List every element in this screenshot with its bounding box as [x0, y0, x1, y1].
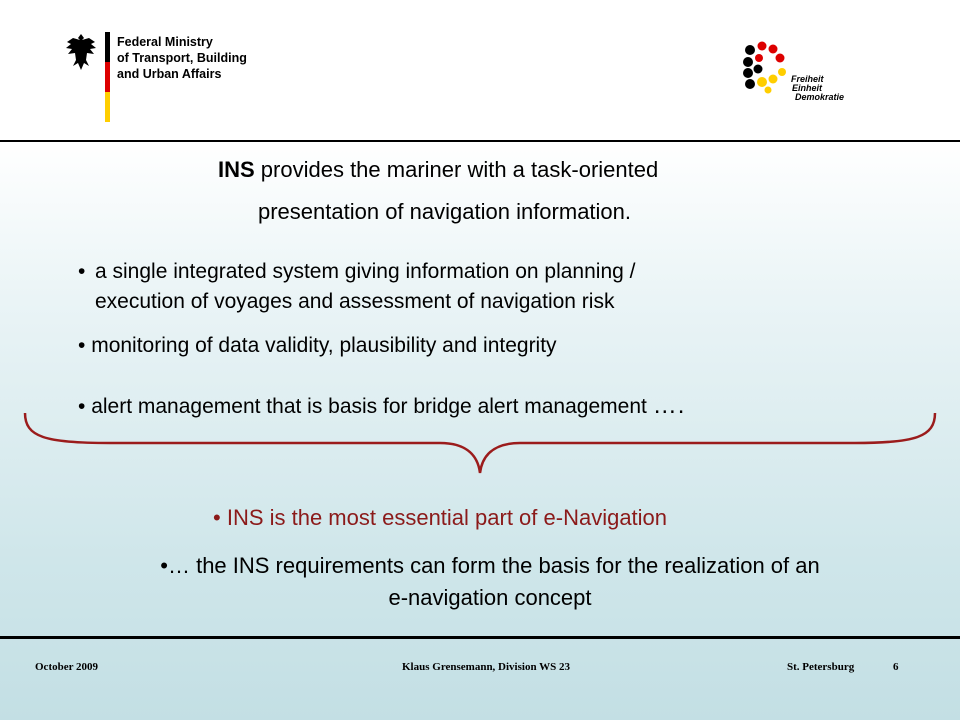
bullet-dot: • [78, 395, 86, 418]
ministry-line: and Urban Affairs [117, 67, 222, 81]
ministry-logo [35, 12, 280, 138]
ministry-line: Federal Ministry [117, 35, 213, 49]
bullet-text: a single integrated system giving information on planning / [95, 260, 636, 283]
bullet-text: alert management that is basis for bridge alert management [91, 395, 647, 418]
bullet-text: execution of voyages and assessment of navigation risk [95, 290, 615, 313]
ministry-line: of Transport, Building [117, 51, 247, 65]
bullet-dot: • [78, 260, 86, 283]
header-divider [0, 140, 960, 142]
curly-brace [0, 405, 960, 480]
anniversary-text [791, 75, 844, 102]
ministry-name [117, 34, 247, 82]
footer-date: October 2009 [35, 661, 99, 673]
key-message-text: INS is the most essential part of e-Navigation [226, 505, 668, 530]
bullet-item [78, 257, 636, 313]
closing-line: •… the INS requirements can form the basis for the realization of an [160, 553, 820, 578]
footer-place: St. Petersburg [787, 661, 855, 673]
closing-statement [80, 550, 900, 614]
intro-line-1 [218, 157, 658, 183]
intro-bold: INS [218, 157, 255, 182]
key-message: • INS is the most essential part of e-Navigation [213, 505, 668, 530]
bullet-text: monitoring of data validity, plausibility and integrity [91, 334, 557, 357]
bullet-item [78, 334, 557, 358]
intro-text: provides the mariner with a task-oriented [254, 157, 659, 182]
footer-author: Klaus Grensemann, Division WS 23 [402, 661, 570, 673]
footer-divider [0, 636, 960, 639]
anniversary-word: Freiheit [791, 74, 824, 84]
anniversary-word: Einheit [792, 83, 823, 93]
eagle-icon [65, 32, 97, 72]
ellipsis: …. [652, 392, 686, 419]
intro-line-2: presentation of navigation information. [258, 199, 632, 224]
header [0, 0, 960, 140]
flag-bar [105, 32, 110, 122]
page-number: 6 [893, 661, 899, 673]
closing-line: e-navigation concept [388, 585, 592, 610]
anniversary-word: Demokratie [795, 92, 845, 102]
bullet-dot: • [78, 334, 86, 357]
